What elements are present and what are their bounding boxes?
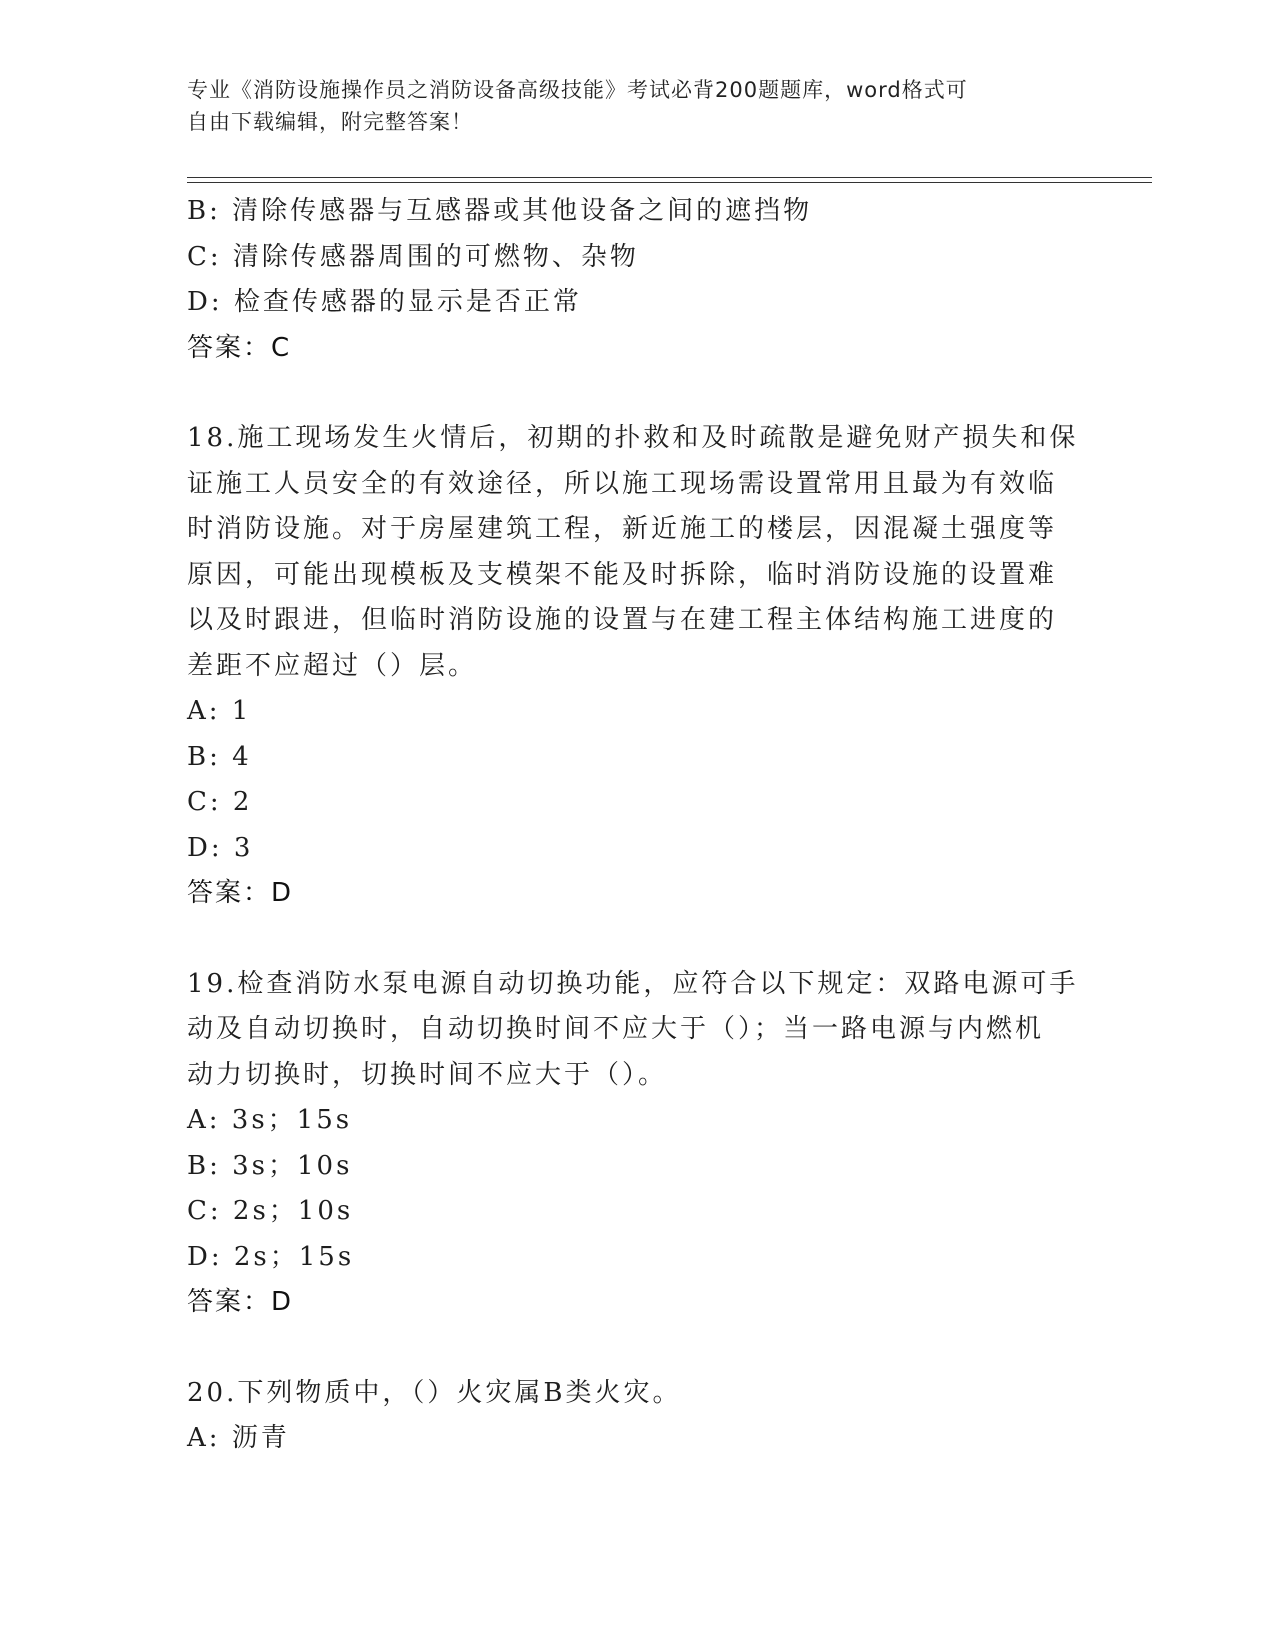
option-d: D: 检查传感器的显示是否正常 xyxy=(187,287,582,317)
question-text-line: 18.施工现场发生火情后，初期的扑救和及时疏散是避免财产损失和保 xyxy=(187,423,1079,453)
option-c: C: 清除传感器周围的可燃物、杂物 xyxy=(187,241,639,272)
option-a: A: 1 xyxy=(187,696,252,726)
question-text-line: 动及自动切换时，自动切换时间不应大于（）；当一路电源与内燃机 xyxy=(187,1014,1045,1044)
option-c: C: 2s；10s xyxy=(187,1196,354,1226)
question-text-line: 时消防设施。对于房屋建筑工程，新近施工的楼层，因混凝土强度等 xyxy=(187,514,1058,544)
question-list xyxy=(187,189,1087,1462)
question-19 xyxy=(187,962,1087,1326)
question-text-line: 19.检查消防水泵电源自动切换功能，应符合以下规定：双路电源可手 xyxy=(187,968,1079,999)
answer-label: 答案：C xyxy=(187,332,292,363)
option-b: B: 清除传感器与互感器或其他设备之间的遮挡物 xyxy=(187,196,813,226)
option-a: A: 沥青 xyxy=(187,1423,290,1453)
option-d: D: 2s；15s xyxy=(187,1241,355,1272)
question-text-line: 20.下列物质中，（）火灾属B类火灾。 xyxy=(187,1377,682,1408)
question-text-line: 原因，可能出现模板及支模架不能及时拆除，临时消防设施的设置难 xyxy=(187,559,1058,590)
question-text-line: 动力切换时，切换时间不应大于（）。 xyxy=(187,1059,668,1090)
option-a: A: 3s；15s xyxy=(187,1105,353,1135)
question-text-line: 以及时跟进，但临时消防设施的设置与在建工程主体结构施工进度的 xyxy=(187,605,1058,635)
header-rule-top xyxy=(187,177,1152,178)
option-c: C: 2 xyxy=(187,787,253,817)
question-17-tail xyxy=(187,189,1087,371)
question-20 xyxy=(187,1371,1087,1462)
header-line-2: 自由下载编辑，附完整答案！ xyxy=(187,110,473,134)
question-text-line: 证施工人员安全的有效途径，所以施工现场需设置常用且最为有效临 xyxy=(187,468,1058,499)
question-18 xyxy=(187,416,1087,917)
header-rule-bottom xyxy=(187,182,1152,183)
option-b: B: 3s；10s xyxy=(187,1150,353,1181)
header-line-1: 专业《消防设施操作员之消防设备高级技能》考试必背200题题库，word格式可 xyxy=(187,78,968,102)
question-text-line: 差距不应超过（）层。 xyxy=(187,650,478,681)
option-d: D: 3 xyxy=(187,832,254,863)
answer-label: 答案：D xyxy=(187,1287,294,1317)
answer-label: 答案：D xyxy=(187,878,294,908)
option-b: B: 4 xyxy=(187,741,252,772)
document-header xyxy=(187,74,1077,138)
